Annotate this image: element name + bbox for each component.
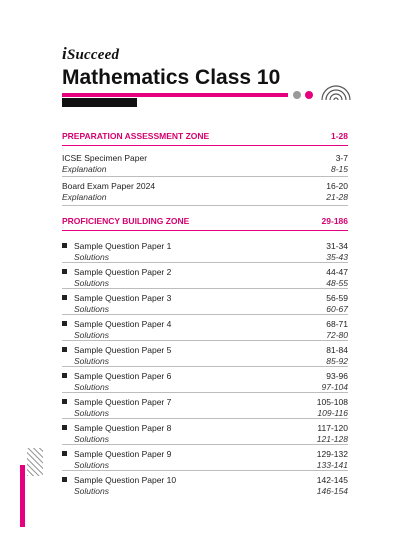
toc-entry (62, 180, 348, 202)
entry-sub-pages: 109-116 (317, 407, 348, 418)
entry-divider (62, 444, 348, 445)
entry-divider (62, 176, 348, 177)
brand-logo-i: i (62, 44, 67, 63)
brand-logo-text: Succeed (66, 47, 120, 63)
entry-sub-pages: 35-43 (326, 251, 348, 262)
entry-pages: 16-20 (326, 180, 348, 191)
toc-entry (62, 344, 348, 366)
entry-sub-pages: 121-128 (316, 433, 348, 444)
toc-entry (62, 240, 348, 262)
entry-sub-pages: 21-28 (326, 191, 348, 202)
grey-dot-icon (293, 91, 301, 99)
hatch-pattern (27, 448, 43, 476)
section-title: PREPARATION ASSESSMENT ZONE (62, 131, 210, 141)
toc-entry (62, 292, 348, 314)
square-bullet-icon (62, 243, 67, 248)
toc-entry (62, 422, 348, 444)
toc-entry (62, 266, 348, 288)
section-title: PROFICIENCY BUILDING ZONE (62, 216, 190, 226)
entry-pages: 105-108 (316, 396, 348, 407)
toc-entry (62, 448, 348, 470)
entry-divider (62, 314, 348, 315)
entry-sub-label: Explanation (62, 163, 107, 174)
entry-pages: 68-71 (326, 318, 348, 329)
entry-label: Sample Question Paper 8 (74, 422, 172, 433)
entry-pages: 93-96 (326, 370, 348, 381)
entry-divider (62, 288, 348, 289)
black-bar (62, 98, 137, 107)
toc-entry (62, 152, 348, 174)
entry-pages: 56-59 (326, 292, 348, 303)
section-heading (62, 131, 348, 141)
entry-divider (62, 366, 348, 367)
entry-sub-pages: 97-104 (321, 381, 348, 392)
toc-entry (62, 396, 348, 418)
entry-divider (62, 418, 348, 419)
entry-label: Sample Question Paper 9 (74, 448, 172, 459)
square-bullet-icon (62, 321, 67, 326)
entry-label: Sample Question Paper 7 (74, 396, 172, 407)
entry-pages: 44-47 (326, 266, 348, 277)
section-pages: 29-186 (321, 216, 348, 226)
entry-sub-label: Solutions (74, 485, 109, 496)
entry-sub-label: Solutions (74, 407, 109, 418)
entry-sub-label: Solutions (74, 459, 109, 470)
section-divider (62, 145, 348, 146)
square-bullet-icon (62, 451, 67, 456)
section-pages: 1-28 (330, 131, 348, 141)
entry-label: ICSE Specimen Paper (62, 152, 148, 163)
square-bullet-icon (62, 477, 67, 482)
entry-sub-label: Solutions (74, 433, 109, 444)
entry-sub-pages: 8-15 (330, 163, 348, 174)
entry-sub-pages: 133-141 (316, 459, 348, 470)
entry-divider (62, 340, 348, 341)
concentric-arcs-icon (318, 79, 354, 101)
entry-label: Sample Question Paper 10 (74, 474, 177, 485)
entry-sub-pages: 85-92 (326, 355, 348, 366)
entry-divider (62, 205, 348, 206)
entry-sub-pages: 146-154 (316, 485, 348, 496)
side-accent-bar (20, 465, 25, 527)
entry-sub-pages: 72-80 (326, 329, 348, 340)
entry-pages: 31-34 (326, 240, 348, 251)
square-bullet-icon (62, 347, 67, 352)
entry-label: Sample Question Paper 5 (74, 344, 172, 355)
section-heading (62, 216, 348, 226)
entry-sub-label: Solutions (74, 355, 109, 366)
entry-sub-label: Solutions (74, 329, 109, 340)
entry-pages: 129-132 (316, 448, 348, 459)
entry-sub-label: Solutions (74, 303, 109, 314)
brand-logo (62, 44, 119, 64)
entry-divider (62, 470, 348, 471)
entry-label: Sample Question Paper 1 (74, 240, 172, 251)
entry-label: Sample Question Paper 3 (74, 292, 172, 303)
entry-sub-label: Solutions (74, 277, 109, 288)
square-bullet-icon (62, 269, 67, 274)
entry-label: Sample Question Paper 6 (74, 370, 172, 381)
square-bullet-icon (62, 295, 67, 300)
entry-label: Sample Question Paper 2 (74, 266, 172, 277)
toc-entry (62, 474, 348, 496)
entry-label: Board Exam Paper 2024 (62, 180, 156, 191)
entry-pages: 142-145 (316, 474, 348, 485)
page-title: Mathematics Class 10 (62, 66, 281, 89)
toc-entry (62, 318, 348, 340)
square-bullet-icon (62, 373, 67, 378)
entry-divider (62, 392, 348, 393)
entry-divider (62, 262, 348, 263)
toc-entry (62, 370, 348, 392)
entry-pages: 3-7 (335, 152, 348, 163)
pink-dot-icon (305, 91, 313, 99)
section-divider (62, 230, 348, 231)
square-bullet-icon (62, 425, 67, 430)
entry-pages: 117-120 (317, 422, 348, 433)
entry-sub-pages: 48-55 (326, 277, 348, 288)
entry-sub-pages: 60-67 (326, 303, 348, 314)
entry-label: Sample Question Paper 4 (74, 318, 172, 329)
entry-pages: 81-84 (326, 344, 348, 355)
accent-bar (62, 93, 288, 97)
entry-sub-label: Explanation (62, 191, 107, 202)
entry-sub-label: Solutions (74, 381, 109, 392)
entry-sub-label: Solutions (74, 251, 109, 262)
square-bullet-icon (62, 399, 67, 404)
